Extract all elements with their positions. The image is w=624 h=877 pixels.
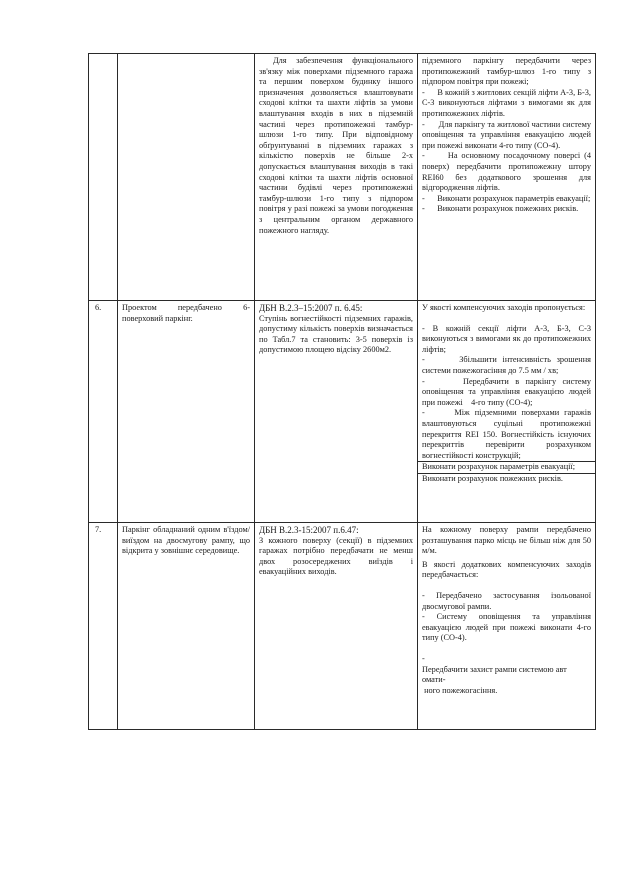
measure-item: У якості компенсуючих заходів пропонується:: [422, 303, 586, 312]
measure-spacer: [422, 644, 591, 654]
measure-item: Передбачити захист рампи системою авт омати-: [422, 664, 567, 685]
row-description: Проектом передбачено 6-поверховий паркінг.: [118, 301, 255, 523]
measure-spacer: [422, 581, 591, 591]
measure-spacer: [422, 314, 591, 324]
norm-reference: ДБН В.2.3-15:2007 п.6.47:: [259, 525, 359, 535]
compensating-measures: [418, 54, 596, 301]
measure-item: - В кожній секції ліфти А-3, Б-3, С-3 виконуються з вимогами як до протипожежних ліфтів;: [422, 323, 591, 354]
norm-requirement: [255, 301, 418, 523]
measure-item: - Виконати розрахунок параметрів евакуації;: [422, 193, 591, 203]
measure-item: - В кожній з житлових секцій ліфти А-3, Б-3, С-3 виконуються ліфтами з вимогами як для протипожежних ліфтів.: [422, 87, 594, 118]
measure-item: - Передбачено застосування ізольованої двосмугової рампи.: [422, 590, 591, 611]
norm-text: Для забезпечення функціонального зв'язку між поверхами підземного гаража та першим поверхом будинку іншого призначення дозволяється влаштовувати сходові клітки та шахти ліфтів за умови влаштування входів в них в підземній частині через протипожежні тамбур-шлюзи 1-го типу. При відповідному обґрунтуванні в підземних гаражах з кількістю поверхів не більше 2-х допускається влаштування виходів в такі сходові клітки та шахти ліфтів основної частини будівлі через протипожежні тамбур-шлюзи 1-го типу з підпором повітря у разі пожежі за умови погодження з центральним органом державного пожежного нагляду.: [259, 56, 413, 235]
measure-item: На кожному поверху рампи передбачено розташування парко місць не більш ніж для 50 м/м.: [422, 525, 591, 556]
norm-requirement: [255, 523, 418, 730]
norm-requirement: [255, 54, 418, 301]
measure-item: Виконати розрахунок пожежних рисків.: [418, 473, 595, 485]
measure-item: підземного паркінгу передбачити через протипожежний тамбур-шлюз 1-го типу з підпором повітря при пожежі;: [422, 56, 591, 87]
measure-item: - Для паркінгу та житлової частини систему оповіщення та управління евакуацією людей при пожежі виконати 4-го типу (СО-4).: [422, 119, 594, 150]
measure-item: - Між підземними поверхами гаражів влаштовуються суцільні протипожежні перекриття REI 150. Вогнестійкість існуючих перекриттів перевірити розрахунком вогнестійкості конструкцій;: [422, 408, 594, 460]
measure-item: - На основному посадочному поверсі (4 поверх) передбачити протипожежну штору REI60 без додаткового зрошення для відгородження ліфтів.: [422, 151, 594, 193]
measure-item: - Виконати розрахунок пожежних рисків.: [422, 204, 579, 214]
table-row: [89, 54, 596, 301]
norm-text: З кожного поверху (секції) в підземних гаражах потрібно передбачати не менш двох розосереджених виїздів і евакуаційних виходів.: [259, 535, 413, 577]
norm-reference: ДБН В.2.3–15:2007 п. 6.45:: [259, 303, 363, 313]
compensating-measures: [418, 523, 596, 730]
measure-item: ного пожежогасіння.: [422, 685, 498, 695]
row-description: [118, 54, 255, 301]
measure-item: - Систему оповіщення та управління евакуацією людей при пожежі виконати 4-го типу (СО-4).: [422, 612, 591, 643]
row-description: Паркінг обладнаний одним в'їздом/виїздом на двосмугову рампу, що відкрита у зовнішнє середовище.: [118, 523, 255, 730]
row-number: 6.: [89, 301, 118, 523]
measure-item: Виконати розрахунок параметрів евакуації;: [418, 461, 595, 473]
measure-item: В якості додаткових компенсуючих заходів передбачається:: [422, 559, 591, 580]
row-number: [89, 54, 118, 301]
table-row: [89, 301, 596, 523]
compensating-measures-table: [88, 53, 596, 730]
measure-item: -: [422, 653, 425, 663]
row-number: 7.: [89, 523, 118, 730]
measure-item: - Передбачити в паркінгу систему оповіщення та управління евакуацією людей при пожежі 4-го типу (СО-4);: [422, 376, 594, 407]
table-row: [89, 523, 596, 730]
norm-text: Ступінь вогнестійкості підземних гаражів, допустиму кількість поверхів визначається по Табл.7 та становить: 3-5 поверхів із допустимою площею відсіку 2600м2.: [259, 313, 413, 355]
compensating-measures: [418, 301, 596, 523]
measure-item: - Збільшити інтенсивність зрошення системи пожежогасіння до 7.5 мм / хв;: [422, 355, 594, 375]
